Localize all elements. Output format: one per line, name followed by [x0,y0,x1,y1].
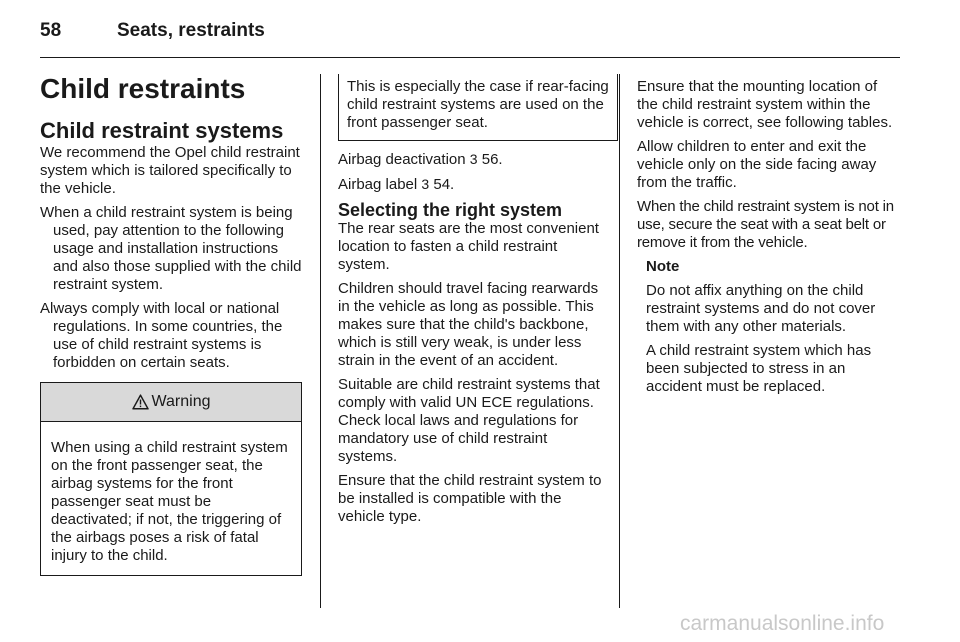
paragraph: We recommend the Opel child restraint system which is tailored specifically to the vehicle. [40,144,300,197]
page-ref-icon: 3 [421,176,430,192]
note-title: Note [646,258,680,275]
note-paragraph: Do not affix anything on the child restraint systems and do not cover them with any other materials. [646,282,876,335]
section-title: Seats, restraints [117,20,265,41]
paragraph: Ensure that the child restraint system to be installed is compatible with the vehicle type. [338,472,602,525]
paragraph: Always comply with local or national regulations. In some countries, the use of child restraint systems is forbidden on certain seats. [40,300,283,371]
page-number: 58 [40,20,62,41]
column-divider [320,74,321,608]
warning-box [40,382,302,576]
watermark: carmanualsonline.info [680,612,885,635]
continued-warning-box [338,74,618,141]
paragraph: Ensure that the mounting location of the child restraint system within the vehicle is correct, see following tables. [637,78,893,131]
paragraph: Children should travel facing rearwards in the vehicle as long as possible. This makes sure that the child's backbone, which is still very weak, is under less strain in the event of an accident. [338,280,599,369]
xref-airbag-deactivation: Airbag deactivation 3 56. [338,151,503,168]
xref-airbag-label: Airbag label 3 54. [338,176,455,193]
column-1 [40,118,302,576]
note-paragraph: A child restraint system which has been subjected to stress in an accident must be replaced. [646,342,872,395]
column-divider [619,74,620,608]
subtitle-child-restraint-systems: Child restraint systems [40,118,284,143]
paragraph: When a child restraint system is being used, pay attention to the following usage and installation instructions and also those supplied with the child restraint system. [40,204,302,293]
header-rule [40,57,900,58]
paragraph: Suitable are child restraint systems that comply with valid UN ECE regulations. Check local laws and regulations for mandatory use of child restraint systems. [338,376,600,465]
paragraph: Allow children to enter and exit the vehicle only on the side facing away from the traffic. [637,138,877,191]
note-block [637,258,901,396]
heading-selecting-system: Selecting the right system [338,200,563,220]
box-text: This is especially the case if rear-facing child restraint systems are used on the front passenger seat. [347,78,609,131]
warning-header [41,382,301,422]
warning-triangle-icon [132,394,149,410]
column-3 [637,78,901,402]
page-title: Child restraints [40,73,246,104]
paragraph: The rear seats are the most convenient location to fasten a child restraint system. [338,220,599,273]
warning-text: When using a child restraint system on the front passenger seat, the airbag systems for the front passenger seat must be deactivated; if not, the triggering of the airbags poses a risk of fatal injury to the child. [51,439,288,564]
warning-title: Warning [151,393,211,410]
paragraph: When the child restraint system is not in use, secure the seat with a seat belt or remove it from the vehicle. [637,198,894,251]
warning-body [41,422,301,575]
page-ref-icon: 3 [469,151,478,167]
column-2 [338,74,609,532]
